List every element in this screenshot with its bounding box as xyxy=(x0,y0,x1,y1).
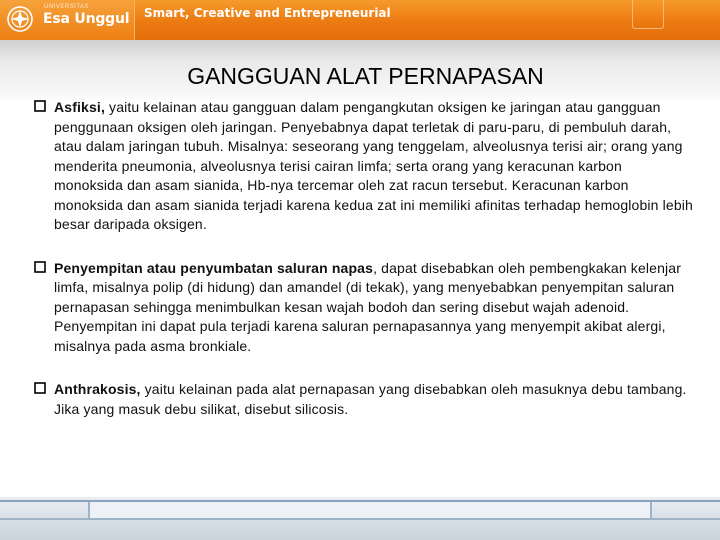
logo-text: Esa Unggul xyxy=(43,11,130,27)
list-item xyxy=(34,259,694,357)
logo-caption: UNIVERSITAS xyxy=(44,4,90,10)
slide-content xyxy=(34,98,694,419)
list-item xyxy=(34,98,694,235)
footer-divider xyxy=(0,518,720,520)
list-item-body: yaitu kelainan atau gangguan dalam pengangkutan oksigen ke jaringan atau gangguan penggunaan oksigen oleh jaringan. Penyebabnya dapat terletak di paru-paru, di pembuluh darah, atau dalam jaringan tubuh. Misalnya: seseorang yang tenggelam, alveolusnya terisi air; orang yang menderita pneumonia, alveolusnya terisi cairan limfa; serta orang yang keracunan karbon monoksida dan asam sianida, Hb-nya tercemar oleh zat racun tersebut. Keracunan karbon monoksida dan asam sianida terjadi karena kedua zat ini memiliki afinitas terhadap hemoglobin lebih besar daripada oksigen. xyxy=(54,99,693,232)
checkbox-bullet-icon xyxy=(34,382,46,394)
checkbox-bullet-icon xyxy=(34,261,46,273)
list-item-term: Asfiksi, xyxy=(54,99,105,115)
list-item-term: Penyempitan atau penyumbatan saluran napas xyxy=(54,259,374,276)
list-item-body: yaitu kelainan pada alat pernapasan yang disebabkan oleh masuknya debu tambang. Jika yang masuk debu silikat, disebut silicosis. xyxy=(54,381,687,417)
list-item xyxy=(34,380,694,419)
list-item-text xyxy=(54,259,694,357)
header-tagline: Smart, Creative and Entrepreneurial xyxy=(144,6,391,20)
university-logo-icon xyxy=(7,6,33,32)
header-decoration xyxy=(632,0,664,29)
list-item-body: , dapat disebabkan oleh pembengkakan kelenjar limfa, misalnya polip (di hidung) dan amandel (di tekak), yang menyebabkan penyempitan saluran pernapasan sehingga menimbulkan kesan wajah bodoh dan sering disebut wajah adenoid. Penyempitan ini dapat pula terjadi karena saluran pernapasannya yang menyempit akibat alergi, misalnya pada asma bronkiale. xyxy=(54,259,682,354)
list-item-text xyxy=(54,98,694,235)
list-item-term: Anthrakosis, xyxy=(54,381,141,397)
logo xyxy=(0,0,135,40)
checkbox-bullet-icon xyxy=(34,100,46,112)
slide-title: GANGGUAN ALAT PERNAPASAN xyxy=(187,63,544,89)
list-item-text xyxy=(54,380,694,419)
